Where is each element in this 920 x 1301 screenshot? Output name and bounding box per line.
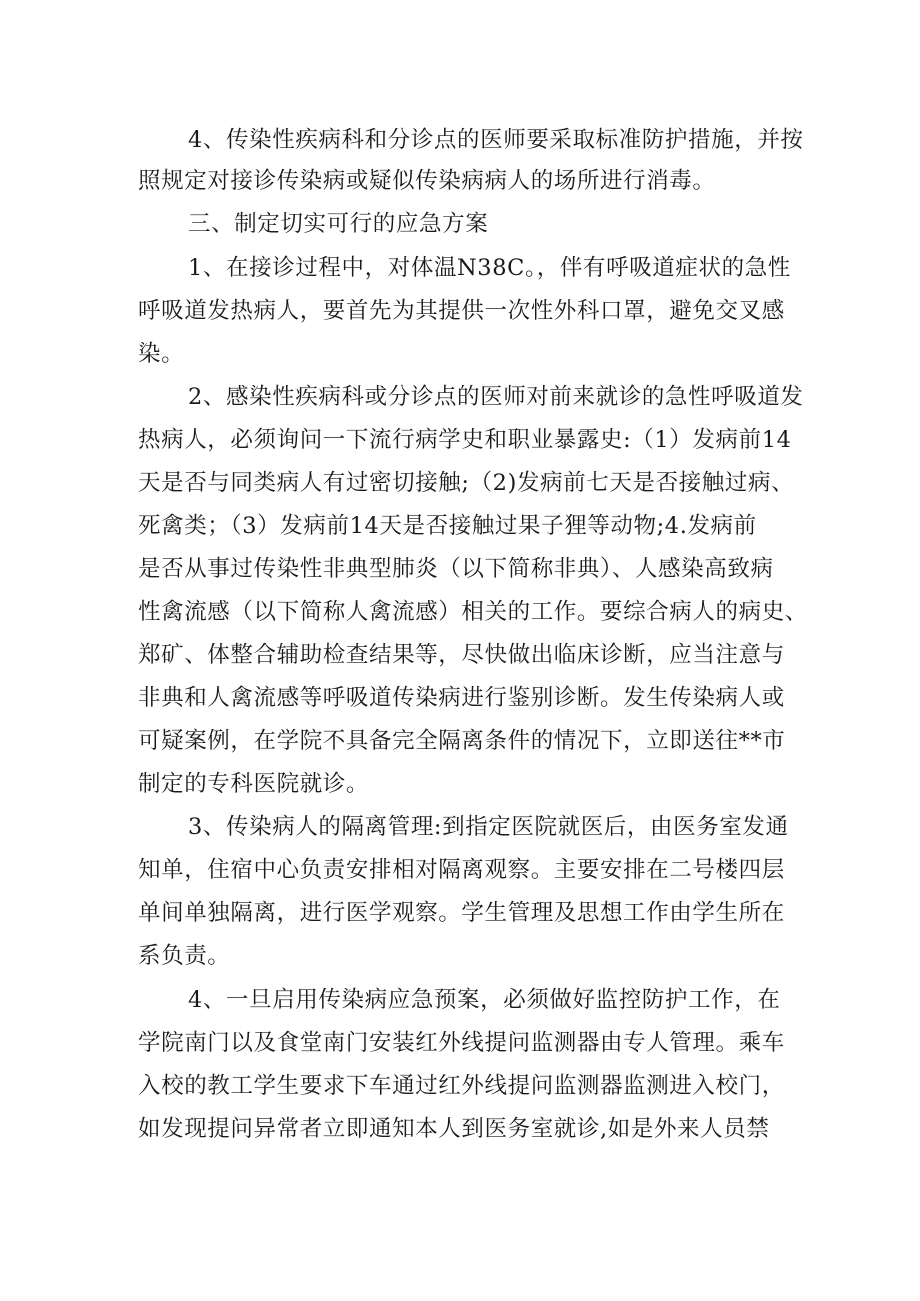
text-line: 1、在接诊过程中，对体温N38C。，伴有呼吸道症状的急性 xyxy=(188,255,791,281)
text-line: 单间单独隔离，进行医学观察。学生管理及思想工作由学生所在 xyxy=(138,900,785,926)
text-line: 4、一旦启用传染病应急预案，必须做好监控防护工作，在 xyxy=(188,987,781,1013)
text-line: 染。 xyxy=(138,341,185,367)
text-line: 是否从事过传染性非典型肺炎（以下简称非典）、人感染高致病 xyxy=(138,556,774,582)
text-line: 如发现提问异常者立即通知本人到医务室就诊,如是外来人员禁 xyxy=(138,1116,770,1142)
text-line: 学院南门以及食堂南门安装红外线提问监测器由专人管理。乘车 xyxy=(138,1030,785,1056)
text-line: 死禽类；（3）发病前14天是否接触过果子狸等动物;4.发病前 xyxy=(138,513,757,539)
section-heading: 三、制定切实可行的应急方案 xyxy=(188,211,489,237)
text-line: 照规定对接诊传染病或疑似传染病病人的场所进行消毒。 xyxy=(138,168,716,194)
text-line: 性禽流感（以下简称人禽流感）相关的工作。要综合病人的病史、 xyxy=(138,599,808,625)
text-line: 入校的教工学生要求下车通过红外线提问监测器监测进入校门， xyxy=(138,1073,785,1099)
text-line: 热病人，必须询问一下流行病学史和职业暴露史:（1）发病前14 xyxy=(138,427,792,453)
text-line: 3、传染病人的隔离管理:到指定医院就医后，由医务室发通 xyxy=(188,814,789,840)
text-line: 知单，住宿中心负责安排相对隔离观察。主要安排在二号楼四层 xyxy=(138,857,785,883)
text-line: 非典和人禽流感等呼吸道传染病进行鉴别诊断。发生传染病人或 xyxy=(138,685,785,711)
text-line: 天是否与同类病人有过密切接触;（2)发病前七天是否接触过病、 xyxy=(138,470,795,496)
text-line: 4、传染性疾病科和分诊点的医师要采取标准防护措施，并按 xyxy=(188,127,804,153)
text-line: 2、感染性疾病科或分诊点的医师对前来就诊的急性呼吸道发 xyxy=(188,384,804,410)
text-line: 制定的专科医院就诊。 xyxy=(138,771,370,797)
text-line: 呼吸道发热病人，要首先为其提供一次性外科口罩，避免交叉感 xyxy=(138,298,785,324)
text-line: 郑矿、体整合辅助检查结果等，尽快做出临床诊断，应当注意与 xyxy=(138,642,785,668)
text-line: 可疑案例，在学院不具备完全隔离条件的情况下，立即送往**市 xyxy=(138,728,786,754)
text-line: 系负责。 xyxy=(138,943,231,969)
